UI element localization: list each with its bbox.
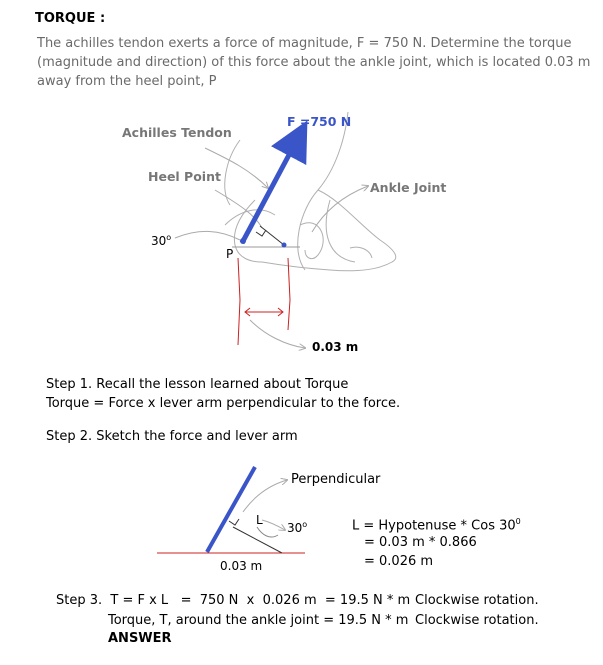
- force-arrow: [242, 138, 298, 243]
- ankle-dot: [282, 243, 287, 248]
- right-angle-mark: [256, 230, 266, 236]
- force-label: F =750 N: [287, 114, 352, 129]
- diagram2-angle-value: 30: [287, 521, 303, 535]
- step3-line1: Step 3. T = F x L = 750 N x 0.026 m = 19.5 N * m: [56, 593, 411, 608]
- degree-mark: o: [166, 233, 172, 242]
- problem-line-1: The achilles tendon exerts a force of magnitude, F = 750 N. Determine the torque: [37, 36, 572, 51]
- page-title: TORQUE :: [35, 11, 106, 26]
- problem-line-3: away from the heel point, P: [37, 74, 217, 89]
- angle-value: 30: [151, 234, 167, 248]
- angle-label: [151, 233, 171, 248]
- achilles-tendon-label: Achilles Tendon: [122, 125, 232, 140]
- step2-text: Step 2. Sketch the force and lever arm: [46, 429, 298, 444]
- distance-label: 0.03 m: [312, 340, 359, 354]
- step3-rotation-2: Clockwise rotation.: [415, 613, 539, 628]
- diagram2-force-line: [207, 467, 255, 552]
- problem-statement: [37, 34, 597, 91]
- diagram2-perp-leader: [243, 480, 287, 512]
- ankle-joint-label: Ankle Joint: [370, 180, 447, 195]
- equation-degree: 0: [515, 517, 521, 526]
- diagram2-base-label: 0.03 m: [220, 559, 263, 573]
- perpendicular-label: Perpendicular: [291, 472, 381, 487]
- step1-line1: Step 1. Recall the lesson learned about Torque: [46, 377, 349, 392]
- equation-line-3: = 0.026 m: [364, 554, 434, 569]
- point-p-label: P: [226, 247, 234, 261]
- equation-line-1: [352, 517, 521, 533]
- point-p-dot: [240, 238, 246, 244]
- equation-line-1-text: L = Hypotenuse * Cos 30: [352, 518, 516, 534]
- diagram2-graphics: [157, 467, 308, 553]
- diagram2-angle-label: [287, 520, 307, 535]
- step3-rotation-1: Clockwise rotation.: [415, 593, 539, 608]
- diagram2-right-angle: [229, 519, 239, 525]
- lever-arm: [260, 226, 284, 245]
- answer-label: ANSWER: [108, 631, 172, 646]
- l-label: L: [256, 513, 263, 527]
- step1-line2: Torque = Force x lever arm perpendicular to the force.: [46, 396, 401, 411]
- equation-line-2: = 0.03 m * 0.866: [364, 535, 477, 550]
- diagram2-angle-arc: [257, 527, 278, 537]
- heel-point-label: Heel Point: [148, 169, 221, 184]
- diagram2-degree-mark: o: [302, 520, 308, 529]
- step3-line2: Torque, T, around the ankle joint = 19.5 N * m: [108, 613, 409, 628]
- diagram2-lever-arm: [233, 527, 282, 553]
- diagram2-angle-leader: [262, 520, 285, 530]
- problem-line-2: (magnitude and direction) of this force about the ankle joint, which is located 0.03 m: [37, 55, 591, 70]
